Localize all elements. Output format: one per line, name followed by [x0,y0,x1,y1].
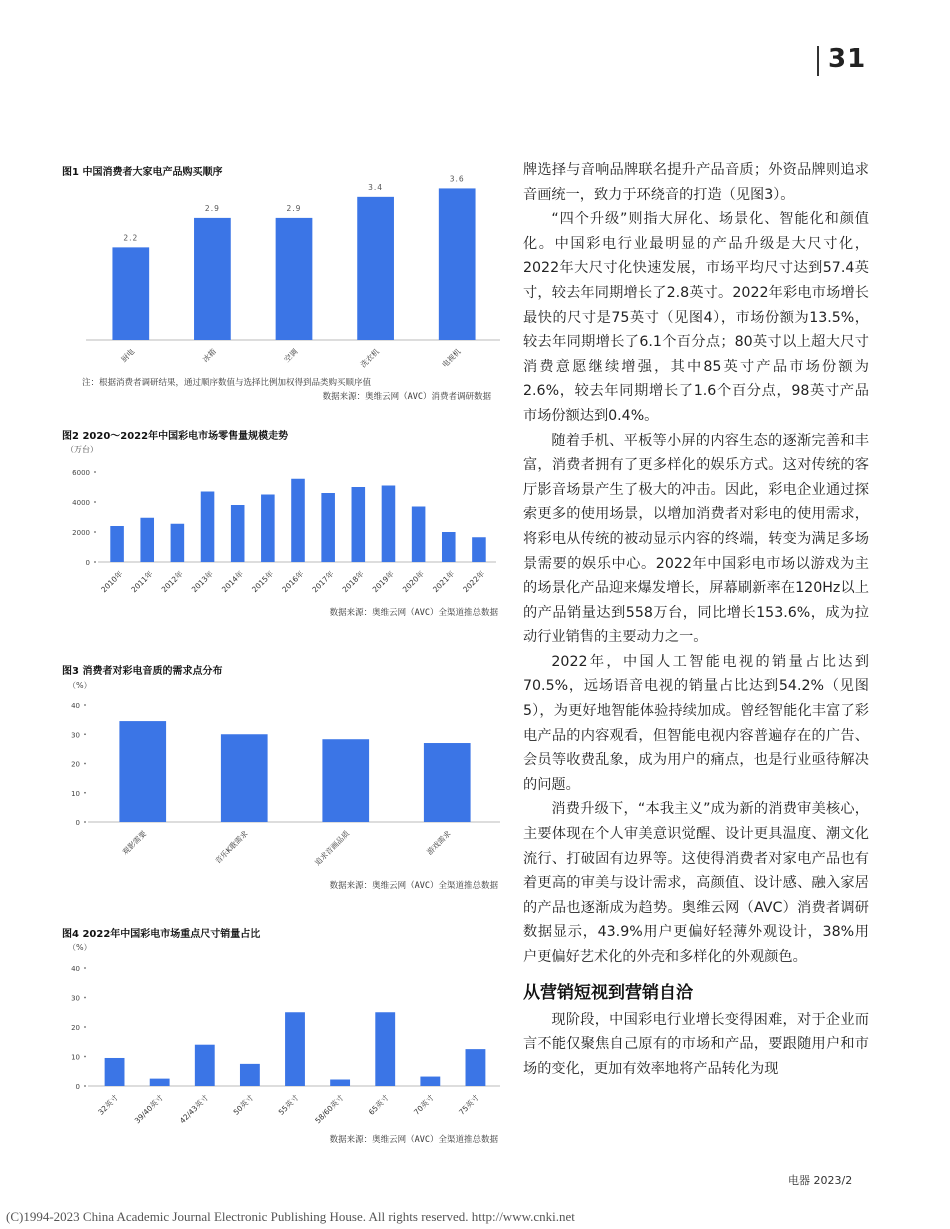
body-column [523,158,869,1081]
x-tick-label: 2021年 [431,569,457,595]
y-tick-mark [94,561,96,563]
figure-4-title: 图4 2022年中国彩电市场重点尺寸销量占比 [62,929,261,940]
figure-4-unit: （%） [68,943,92,952]
y-tick-label: 6000 [72,469,90,477]
bar-2-0 [110,526,124,562]
x-tick-label: 冰箱 [200,347,218,365]
x-tick-label: 厨电 [119,347,137,365]
bar-1-2 [276,218,313,340]
x-tick-label: 观影需要 [120,829,149,857]
data-label: 3.4 [368,182,384,192]
y-tick-mark [84,997,86,999]
x-tick-label: 2013年 [189,569,215,595]
x-tick-label: 42/43英寸 [177,1093,211,1126]
x-tick-label: 39/40英寸 [132,1093,166,1126]
figure-2-source: 数据来源：奥维云网（AVC）全渠道推总数据 [329,608,498,618]
x-tick-label: 2017年 [310,569,336,595]
data-label: 2.9 [204,203,220,213]
bar-3-0 [119,721,166,822]
y-tick-label: 30 [71,731,80,740]
x-tick-label: 32英寸 [96,1093,120,1117]
body-paragraph: “四个升级”则指大屏化、场景化、智能化和颜值化。中国彩电行业最明显的产品升级是大尺寸化，2022年大尺寸化快速发展，市场平均尺寸达到57.4英寸，较去年同期增长了2.8英寸。2022年彩电市场增长最快的尺寸是75英寸（见图4），市场份额为13.5%，较去年同期增长了6.1个百分点；80英寸以上超大尺寸消费意愿继续增强，其中85英寸产品市场份额为2.6%，较去年同期增长了1.6个百分点，98英寸产品市场份额达到0.4%。 [523,211,869,424]
y-tick-mark [84,1085,86,1087]
bar-4-1 [150,1079,170,1086]
body-paragraph: 现阶段，中国彩电行业增长变得困难，对于企业而言不能仅聚焦自己原有的市场和产品，要跟随用户和市场的变化，更加有效率地将产品转化为现 [523,1011,869,1077]
figure-1-title: 图1 中国消费者大家电产品购买顺序 [62,167,223,178]
page-number: 31 [828,44,867,74]
data-label: 3.6 [449,174,465,184]
bar-1-1 [194,218,231,340]
body-paragraph: 2022年，中国人工智能电视的销量占比达到70.5%，远场语音电视的销量占比达到54.2%（见图5），为更好地智能体验持续加成。曾经智能化丰富了彩电产品的内容观看，但智能电视内容普遍存在的广告、会员等收费乱象，成为用户的痛点，也是行业亟待解决的问题。 [523,653,869,793]
x-tick-label: 空调 [282,347,300,365]
x-tick-label: 2016年 [280,569,306,595]
y-tick-mark [84,704,86,706]
journal-issue: 电器 2023/2 [788,1174,853,1187]
x-tick-label: 2011年 [129,569,155,595]
x-tick-label: 2015年 [250,569,276,595]
y-tick-mark [84,1026,86,1028]
bar-2-9 [382,486,396,563]
y-tick-mark [94,531,96,533]
bar-4-2 [195,1045,215,1086]
x-tick-label: 追求音画品质 [312,829,352,868]
data-label: 2.2 [123,233,139,243]
y-tick-mark [84,1056,86,1058]
page-number-divider [817,46,819,76]
bar-2-3 [201,492,215,563]
x-tick-label: 洗衣机 [358,347,382,370]
figure-2-chart [62,455,502,605]
y-tick-mark [84,792,86,794]
figure-4-chart [62,955,502,1135]
y-tick-mark [94,471,96,473]
body-paragraph: 牌选择与音响品牌联名提升产品音质；外资品牌则追求音画统一，致力于环绕音的打造（见图3）。 [523,162,869,203]
figure-3-chart [62,694,502,874]
y-tick-label: 2000 [72,529,90,537]
figure-2-title: 图2 2020～2022年中国彩电市场零售量规模走势 [62,431,289,442]
body-paragraph: 随着手机、平板等小屏的内容生态的逐渐完善和丰富，消费者拥有了更多样化的娱乐方式。这对传统的客厅影音场景产生了极大的冲击。因此，彩电企业通过探索更多的使用场景，以增加消费者对彩电的使用需求，将彩电从传统的被动显示内容的终端，转变为满足多场景需要的娱乐中心。2022年中国彩电市场以游戏为主的场景化产品迎来爆发增长，屏幕刷新率在120Hz以上的产品销量达到558万台，同比增长153.6%，成为拉动行业销售的主要动力之一。 [523,432,869,646]
bar-2-10 [412,507,426,563]
y-tick-label: 10 [71,789,80,798]
x-tick-label: 70英寸 [412,1093,436,1117]
y-tick-label: 20 [71,1024,80,1032]
y-tick-label: 4000 [72,499,90,507]
copyright-line: (C)1994-2023 China Academic Journal Electronic Publishing House. All rights reserved. http://www.cnki.net [6,1209,575,1224]
bar-2-1 [140,518,154,562]
bar-2-6 [291,479,305,562]
body-paragraph: 消费升级下，“本我主义”成为新的消费审美核心，主要体现在个人审美意识觉醒、设计更具温度、潮文化流行、打破固有边界等。这使得消费者对家电产品也有着更高的审美与设计需求，高颜值、设计感、融入家居的产品也逐渐成为趋势。奥维云网（AVC）消费者调研数据显示，43.9%用户更偏好轻薄外观设计，38%用户更偏好艺术化的外壳和多样化的外观颜色。 [523,801,869,965]
bar-4-0 [105,1058,125,1086]
figure-3-unit: （%） [68,681,92,690]
y-tick-mark [94,501,96,503]
x-tick-label: 2022年 [461,569,487,595]
bar-3-2 [322,739,369,822]
bar-4-3 [240,1064,260,1086]
bar-1-0 [112,247,149,340]
bar-4-5 [330,1080,350,1086]
bar-1-4 [439,188,476,340]
bar-3-1 [221,734,268,822]
figure-2-unit: （万台） [66,445,98,454]
bar-4-6 [375,1012,395,1086]
figure-1-source: 数据来源：奥维云网（AVC）消费者调研数据 [322,392,491,402]
y-tick-mark [84,763,86,765]
bar-2-8 [352,487,366,562]
x-tick-label: 2018年 [340,569,366,595]
y-tick-mark [84,733,86,735]
bar-4-8 [466,1049,486,1086]
y-tick-label: 40 [71,702,80,710]
x-tick-label: 音乐K歌需求 [213,829,250,866]
bar-4-4 [285,1012,305,1086]
y-tick-label: 40 [71,965,80,973]
x-tick-label: 2020年 [400,569,427,595]
x-tick-label: 2014年 [219,569,246,595]
x-tick-label: 50英寸 [231,1093,256,1117]
y-tick-label: 0 [75,1083,80,1091]
x-tick-label: 58/60英寸 [313,1093,346,1126]
bar-2-11 [442,532,456,562]
x-tick-label: 65英寸 [366,1093,391,1117]
x-tick-label: 55英寸 [276,1093,301,1117]
bar-4-7 [420,1077,440,1086]
figure-3-source: 数据来源：奥维云网（AVC）全渠道推总数据 [329,881,498,891]
x-tick-label: 2019年 [370,569,396,595]
y-tick-label: 10 [71,1053,80,1062]
figure-3-title: 图3 消费者对彩电音质的需求点分布 [62,666,223,677]
y-tick-label: 30 [71,994,80,1003]
y-tick-mark [84,821,86,823]
x-tick-label: 2010年 [99,569,125,595]
bar-2-7 [321,493,335,562]
bar-2-4 [231,505,245,562]
bar-2-12 [472,537,486,562]
bar-3-3 [424,743,471,822]
bar-2-5 [261,495,275,563]
x-tick-label: 游戏需求 [425,829,453,857]
bar-2-2 [171,524,185,562]
x-tick-label: 75英寸 [457,1093,481,1117]
data-label: 2.9 [286,203,302,213]
figure-1-chart [62,172,502,384]
x-tick-label: 2012年 [159,569,185,595]
y-tick-label: 20 [71,760,80,769]
figure-1-note: 注：根据消费者调研结果，通过顺序数值与选择比例加权得到品类购买顺序值 [82,378,372,388]
section-heading: 从营销短视到营销自洽 [523,982,693,1003]
bar-1-3 [357,197,394,340]
y-tick-label: 0 [85,559,90,567]
x-tick-label: 电视机 [440,347,463,370]
figure-4-source: 数据来源：奥维云网（AVC）全渠道推总数据 [329,1135,498,1145]
y-tick-mark [84,967,86,969]
y-tick-label: 0 [75,819,80,827]
